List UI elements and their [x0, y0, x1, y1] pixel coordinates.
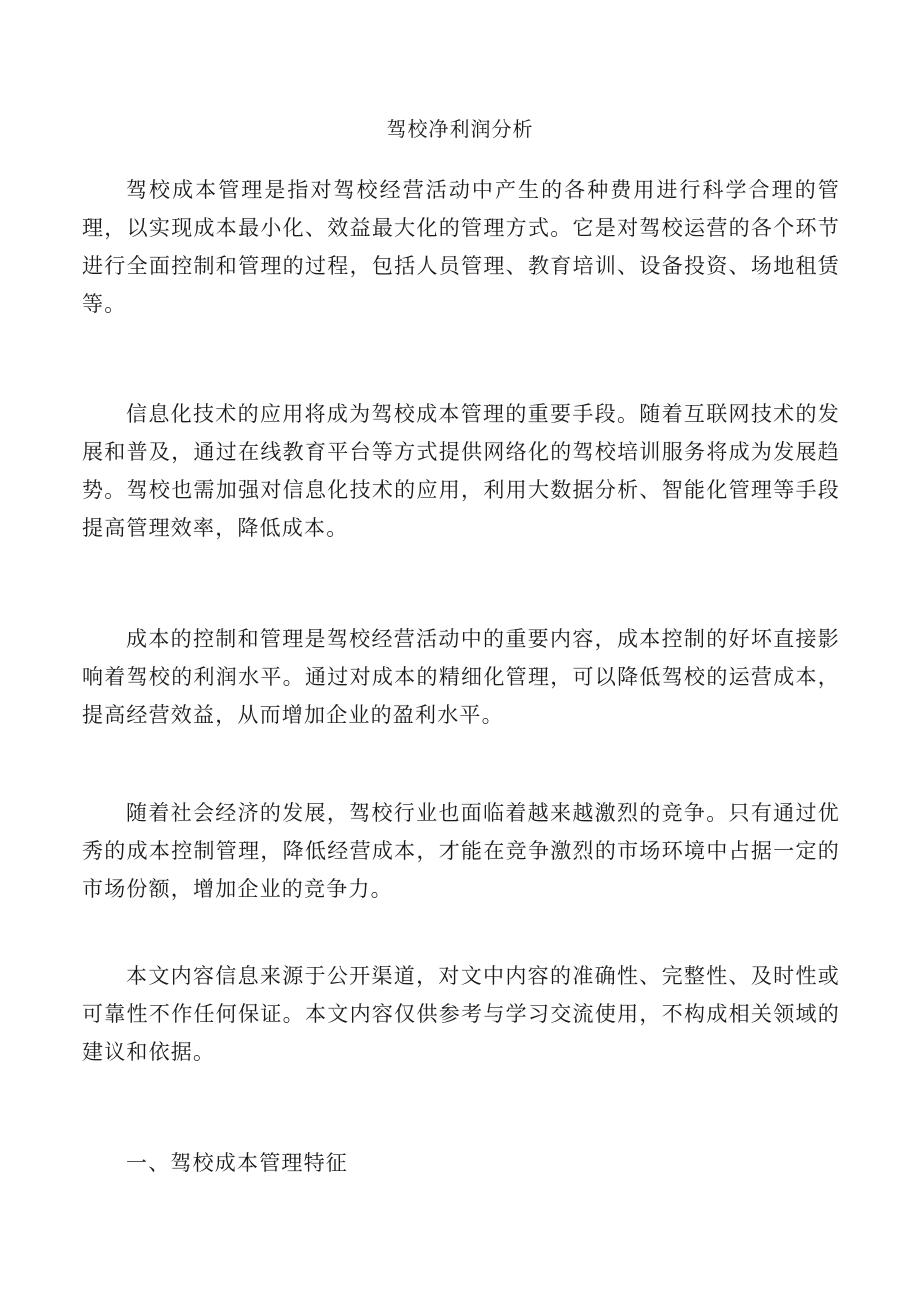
document-title: 驾校净利润分析: [386, 117, 534, 141]
section-heading: 一、驾校成本管理特征: [126, 1151, 348, 1175]
paragraph-information-technology: 信息化技术的应用将成为驾校成本管理的重要手段。随着互联网技术的发展和普及，通过在线教育平台等方式提供网络化的驾校培训服务将成为发展趋势。驾校也需加强对信息化技术的应用，利用大数据分析、智能化管理等手段提高管理效率，降低成本。: [82, 402, 840, 540]
paragraph-cost-control-importance: 成本的控制和管理是驾校经营活动中的重要内容，成本控制的好坏直接影响着驾校的利润水平。通过对成本的精细化管理，可以降低驾校的运营成本，提高经营效益，从而增加企业的盈利水平。: [82, 627, 840, 727]
paragraph-industry-competition: 随着社会经济的发展，驾校行业也面临着越来越激烈的竞争。只有通过优秀的成本控制管理，降低经营成本，才能在竞争激烈的市场环境中占据一定的市场份额，增加企业的竞争力。: [82, 801, 840, 901]
paragraph-cost-management-definition: 驾校成本管理是指对驾校经营活动中产生的各种费用进行科学合理的管理，以实现成本最小化、效益最大化的管理方式。它是对驾校运营的各个环节进行全面控制和管理的过程，包括人员管理、教育培训、设备投资、场地租赁等。: [82, 178, 840, 316]
paragraph-disclaimer: 本文内容信息来源于公开渠道，对文中内容的准确性、完整性、及时性或可靠性不作任何保证。本文内容仅供参考与学习交流使用，不构成相关领域的建议和依据。: [82, 964, 840, 1064]
